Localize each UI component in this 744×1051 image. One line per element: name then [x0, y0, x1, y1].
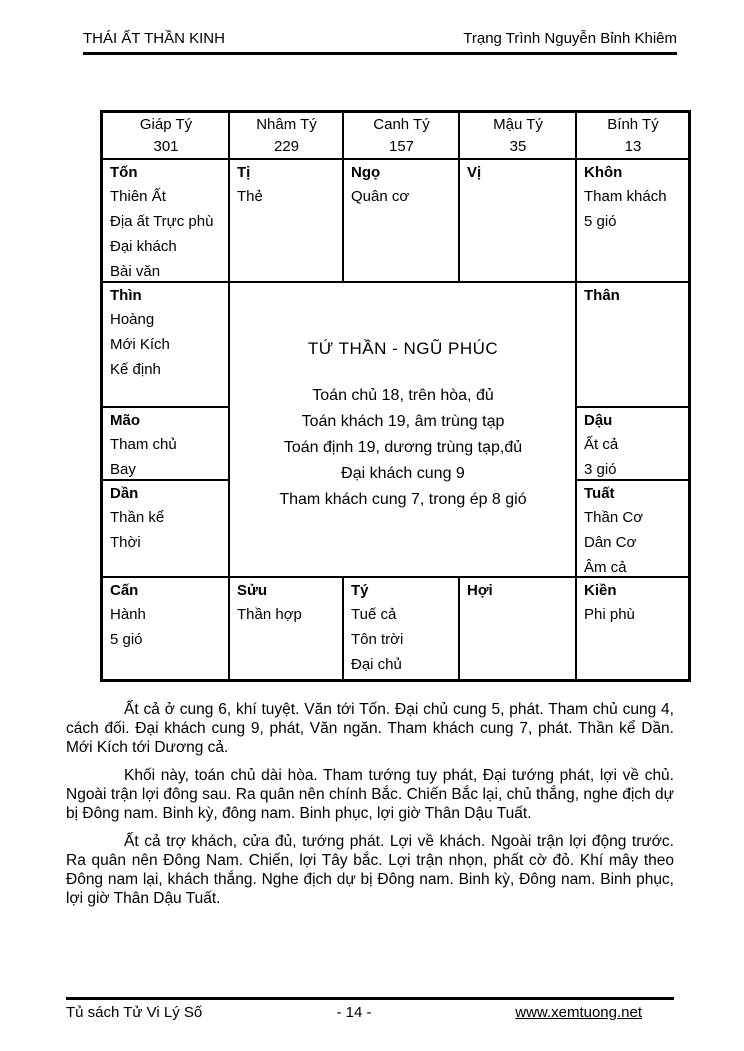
cell-line: Thiên Ất: [110, 188, 166, 205]
year-cell-giap-ty: [102, 112, 229, 159]
year-value: 13: [624, 138, 642, 155]
cell-title: Dậu: [584, 412, 613, 429]
cell-title: Hợi: [467, 582, 493, 599]
footer-link-wrap: [450, 1004, 674, 1021]
cell-line: Thời: [110, 534, 141, 551]
website-link[interactable]: www.xemtuong.net: [515, 1004, 642, 1021]
author-name: Trạng Trình Nguyễn Bỉnh Khiêm: [463, 30, 677, 47]
cell-line: 5 gió: [584, 213, 617, 230]
center-summary-cell: [229, 282, 576, 577]
cell-title: Mão: [110, 412, 140, 429]
cell-title: Kiền: [584, 582, 617, 599]
cell-line: Dân Cơ: [584, 534, 637, 551]
cell-title: Ngọ: [351, 164, 381, 181]
cell-line: Âm cả: [584, 559, 627, 576]
cell-line: Thẻ: [237, 188, 263, 205]
cell-vi: [459, 159, 576, 282]
cell-line: Hoàng: [110, 311, 155, 328]
cell-title: Dần: [110, 485, 139, 502]
cell-can: [102, 577, 229, 680]
body-paragraph-1: Ất cả ở cung 6, khí tuyệt. Văn tới Tốn. Đại chủ cung 5, phát. Tham chủ cung 4, cách đối. Đại khách cung 9, phát, Văn ngăn. Tham khách cung 7, phát. Thần kể Dần. Mới Kích tới Dương cả.: [66, 701, 674, 756]
cell-thin: [102, 282, 229, 407]
thai-at-chart-table: [100, 110, 691, 682]
center-title: TỨ THẦN - NGŨ PHÚC: [307, 339, 499, 358]
cell-line: Đại khách: [110, 238, 177, 255]
cell-line: Hành: [110, 606, 146, 623]
cell-title: Tuất: [584, 485, 615, 502]
cell-title: Khôn: [584, 164, 623, 181]
year-cell-mau-ty: [459, 112, 576, 159]
cell-title: Tý: [351, 582, 369, 599]
book-title: THÁI ẤT THẦN KINH: [83, 30, 225, 47]
cell-title: Tị: [237, 164, 251, 181]
cell-ngo: [343, 159, 459, 282]
year-name: Mậu Tý: [493, 116, 543, 133]
footer-series-title: Tủ sách Tử Vi Lý Số: [66, 1004, 203, 1021]
cell-line: Bay: [110, 461, 136, 478]
cell-title: Cấn: [110, 582, 139, 599]
year-name: Giáp Tý: [139, 116, 193, 133]
page-number: - 14 -: [336, 1004, 372, 1021]
cell-line: Đại chủ: [351, 656, 402, 673]
cell-title: Vị: [467, 164, 482, 181]
year-cell-binh-ty: [576, 112, 689, 159]
cell-kien: [576, 577, 689, 680]
cell-ton: [102, 159, 229, 282]
cell-title: Thân: [584, 287, 620, 304]
cell-dan: [102, 480, 229, 577]
center-line: Toán định 19, dương trùng tạp,đủ: [283, 439, 523, 456]
cell-line: Thần Cơ: [584, 509, 644, 526]
page-header: [83, 30, 677, 55]
year-name: Canh Tý: [373, 116, 430, 133]
cell-ty: [343, 577, 459, 680]
cell-title: Thìn: [110, 287, 142, 304]
cell-line: Địa ất Trực phù: [110, 213, 214, 230]
cell-line: Kế định: [110, 361, 161, 378]
cell-than: [576, 282, 689, 407]
cell-suu: [229, 577, 343, 680]
page-footer: [66, 997, 674, 1021]
cell-mao: [102, 407, 229, 480]
cell-line: Phi phù: [584, 606, 635, 623]
cell-line: Tham chủ: [110, 436, 177, 453]
center-line: Toán khách 19, âm trùng tạp: [301, 413, 505, 430]
cell-khon: [576, 159, 689, 282]
cell-title: Tốn: [110, 164, 138, 181]
cell-title: Sửu: [237, 582, 268, 599]
year-name: Bính Tý: [607, 116, 659, 133]
body-text: [66, 700, 674, 917]
center-lines: [237, 383, 569, 513]
cell-line: Thần hợp: [237, 606, 302, 623]
center-line: Đại khách cung 9: [341, 465, 465, 482]
cell-hoi: [459, 577, 576, 680]
cell-line: Quân cơ: [351, 188, 410, 205]
cell-line: Tham khách: [584, 188, 667, 205]
body-paragraph-3: Ất cả trợ khách, cửa đủ, tướng phát. Lợi về khách. Ngoài trận lợi động trước. Ra quân nên Đông Nam. Chiến, lợi Tây bắc. Lợi trận nhọn, phất cờ đỏ. Khí mây theo Đông nam lại, khách thắng. Nghe địch dự bị Đông nam. Binh kỳ, Đông nam. Binh phục, lợi giờ Thân Dậu Tuất.: [66, 833, 674, 907]
year-cell-nham-ty: [229, 112, 343, 159]
cell-line: Bài văn: [110, 263, 161, 280]
body-paragraph-2: Khối này, toán chủ dài hòa. Tham tướng tuy phát, Đại tướng phát, lợi về chủ. Ngoài trận lợi đông sau. Ra quân nên chính Bắc. Chiến Bắc lại, chủ thắng, nghe địch dự bị Đông nam. Binh kỳ, đông nam. Binh phục, lợi giờ Thân Dậu Tuất.: [66, 767, 674, 822]
cell-line: Ất cả: [584, 436, 619, 453]
cell-line: Thần kể: [110, 509, 165, 526]
cell-line: 5 gió: [110, 631, 143, 648]
cell-tuat: [576, 480, 689, 577]
year-value: 157: [388, 138, 415, 155]
cell-line: Tôn trời: [351, 631, 404, 648]
year-cell-canh-ty: [343, 112, 459, 159]
cell-line: Mới Kích: [110, 336, 170, 353]
year-value: 229: [273, 138, 300, 155]
cell-line: Tuế cả: [351, 606, 397, 623]
center-line: Toán chủ 18, trên hòa, đủ: [312, 387, 494, 404]
year-name: Nhâm Tý: [256, 116, 317, 133]
cell-line: 3 gió: [584, 461, 617, 478]
cell-ti: [229, 159, 343, 282]
year-value: 301: [153, 138, 179, 155]
center-line: Tham khách cung 7, trong ép 8 gió: [279, 491, 527, 508]
year-value: 35: [509, 138, 527, 155]
cell-dau: [576, 407, 689, 480]
